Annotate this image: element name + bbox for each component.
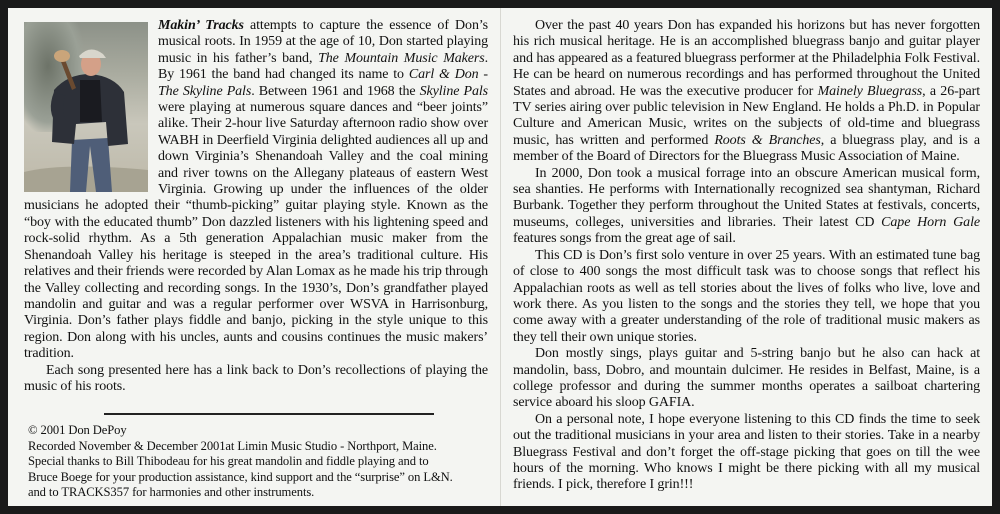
intro-text-c: . Between 1961 and 1968 the (251, 83, 420, 99)
thanks-line-2: Bruce Boege for your production assistance, kind support and the “surprise” on L&N. (28, 469, 453, 484)
album-title: Makin’ Tracks (158, 18, 244, 33)
intro-text-a: attempts to capture the essence of Don’s musical roots. In 1959 at the age of 10, Don started playing music in his father’s band, (158, 18, 488, 66)
songs-paragraph: Each song presented here has a link back to Don’s recollections of playing the music of his roots. (24, 362, 488, 394)
band-name-3: Skyline Pals (419, 83, 488, 99)
horizons-text-c: , a bluegrass play, and is a member of the Board of Directors for the Bluegrass Music Association of Maine. (513, 132, 980, 165)
shanties-text-a: In 2000, Don took a musical forrage into an obscure American musical form, sea shanties. He performs with Internationally recognized sea shantyman, Richard Burbank. Together they perform throughout the United States at festivals, concerts, museums, colleges, universities and libraries. Their latest CD (513, 165, 980, 230)
cd-title: Cape Horn Gale (881, 214, 980, 230)
cd-booklet (8, 8, 992, 506)
shanties-text-b: features songs from the great age of sail. (513, 231, 736, 247)
photo-don-depoy (24, 22, 148, 192)
band-name-1: The Mountain Music Makers (318, 50, 485, 66)
solo-venture-paragraph: This CD is Don’s first solo venture in over 25 years. With an estimated tune bag of close to 400 songs the most difficult task was to choose songs that reflect his Appalachian roots as well as tell stories about the lives of folks who live, love and work there. As you listen to the songs and the stories they tell, we hope that you come away with a greater understanding of the role of traditional music makers as they tell their own unique stories. (513, 247, 980, 345)
intro-text-d: were playing at numerous square dances and “beer joints” alike. Their 2-hour live Saturday afternoon radio show over WABH in Deerfield Virginia delighted audiences all up and down Virginia’s Shenandoah Valley and the coal mining and river towns on the Allegany plateaus of eastern West Virginia. Growing up under the influences of the older musicians he adopted their “thumb-picking” guitar playing style. Known as the “boy with the educated thumb” Don dazzled listeners with his lightening speed and rock-solid rhythm. As a 5th generation Appalachian music maker from the Shenandoah Valley his heritage is steeped in the area’s traditional culture. His relatives and their friends were recorded by Alan Lomax as he made his trip through the Valley collecting and recording songs. In the 1930’s, Don’s grandfather played mandolin and guitar and was a regular performer over WSVA in Harrisonburg, Virginia. Don’s father plays fiddle and banjo, picking in the style unique to this region. Don along with his uncles, aunts and cousins continues the music makers’ tradition. (24, 100, 488, 362)
credits-block (28, 423, 488, 501)
horizons-paragraph (513, 18, 980, 166)
horizons-text-b: , a 26-part TV series airing over public television in New England. He holds a Ph.D. in Popular Culture and American Music, writes on the subjects of old-time and bluegrass music, has written and performed (513, 83, 981, 148)
band-name-2: Carl & Don - The Skyline Pals (158, 67, 488, 99)
man-with-guitar-figure (24, 22, 148, 192)
thanks-line-3: and to TRACKS357 for harmonies and other instruments. (28, 485, 315, 500)
intro-text-b: . By 1961 the band had changed its name to (158, 50, 488, 83)
thanks-line-1: Special thanks to Bill Thibodeau for his great mandolin and fiddle playing and to (28, 454, 429, 469)
copyright-line: © 2001 Don DePoy (28, 423, 127, 438)
recorded-line: Recorded November & December 2001at Limin Music Studio - Northport, Maine. (28, 438, 437, 453)
sea-shanties-paragraph (513, 166, 980, 248)
play-title: Roots & Branches (714, 132, 821, 148)
divider-line (104, 413, 434, 415)
instruments-paragraph: Don mostly sings, plays guitar and 5-string banjo but he also can hack at mandolin, bass, Dobro, and mountain dulcimer. He resides in Belfast, Maine, is a college professor and during the summer months operates a sailboat chartering service aboard his sloop GAFIA. (513, 346, 980, 411)
horizons-text-a: Over the past 40 years Don has expanded his horizons but has never forgotten his rich musical heritage. He is an accomplished bluegrass banjo and guitar player and has appeared as a featured bluegrass performer at the Philadelphia Folk Festival. He can be heard on numerous recordings and has performed throughout the United States and abroad. He was the executive producer for (513, 18, 980, 99)
right-page (500, 8, 992, 506)
left-page (8, 8, 500, 506)
personal-note-paragraph: On a personal note, I hope everyone listening to this CD finds the time to seek out the traditional musicians in your area and listen to their stories. Take in a nearby Bluegrass Festival and don’t forget the off-stage picking that goes on till the wee hours of the morning. Who knows I might be there picking with all my musical friends. I pick, therefore I grin!!! (513, 411, 980, 493)
tv-series-title: Mainely Bluegrass (817, 83, 923, 99)
